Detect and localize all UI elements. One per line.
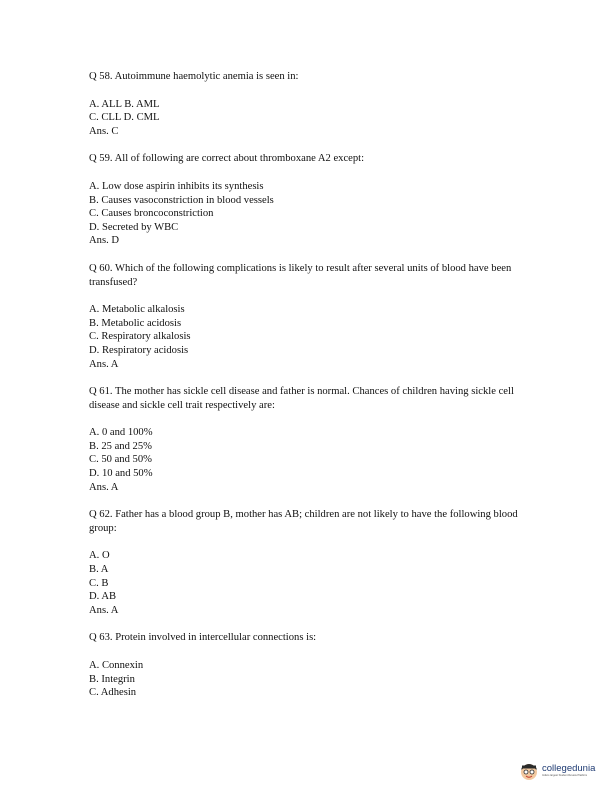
option: B. Metabolic acidosis xyxy=(89,317,182,329)
question-stem: Q 60. Which of the following complications is likely to result after several units of blood have been transfused? xyxy=(89,262,512,288)
option: C. B xyxy=(89,577,109,589)
question-stem: Q 61. The mother has sickle cell disease and father is normal. Chances of children having sickle cell disease and sickle cell trait respectively are: xyxy=(89,386,514,411)
question-stem: Q 59. All of following are correct about thromboxane A2 except: xyxy=(89,153,365,165)
option: D. Secreted by WBC xyxy=(89,221,179,233)
option: B. Integrin xyxy=(89,673,135,685)
answer: Ans. A xyxy=(89,358,119,370)
logo-name: collegedunia xyxy=(542,763,596,774)
collegedunia-logo xyxy=(519,757,599,785)
option: C. Respiratory alkalosis xyxy=(89,331,191,343)
option: B. Causes vasoconstriction in blood vessels xyxy=(89,194,274,206)
option: C. 50 and 50% xyxy=(89,454,152,466)
option: C. Causes broncoconstriction xyxy=(89,208,214,220)
option: A. ALL B. AML xyxy=(89,98,160,110)
option: D. Respiratory acidosis xyxy=(89,344,189,356)
question-list xyxy=(89,70,539,714)
option: A. Connexin xyxy=(89,660,144,671)
option: A. O xyxy=(89,550,110,562)
option: B. 25 and 25% xyxy=(89,440,152,452)
option: C. Adhesin xyxy=(89,687,137,699)
question-stem: Q 58. Autoimmune haemolytic anemia is seen in: xyxy=(89,71,299,82)
option: A. Low dose aspirin inhibits its synthesis xyxy=(89,180,264,192)
option: A. 0 and 100% xyxy=(89,427,153,439)
option: B. A xyxy=(89,564,109,576)
option: D. 10 and 50% xyxy=(89,468,153,480)
question-58 xyxy=(89,70,539,138)
answer: Ans. D xyxy=(89,235,120,247)
option: D. AB xyxy=(89,591,117,603)
question-63 xyxy=(89,631,539,699)
option: C. CLL D. CML xyxy=(89,112,160,124)
question-61 xyxy=(89,385,539,494)
option: A. Metabolic alkalosis xyxy=(89,304,185,316)
question-59 xyxy=(89,152,539,248)
answer: Ans. A xyxy=(89,604,119,616)
question-60 xyxy=(89,262,539,371)
logo-tagline: India's largest Student Review Platform xyxy=(542,774,588,777)
answer: Ans. A xyxy=(89,481,119,493)
question-62 xyxy=(89,508,539,617)
mascot-logo-icon xyxy=(519,761,539,781)
question-stem: Q 63. Protein involved in intercellular connections is: xyxy=(89,632,317,644)
question-stem: Q 62. Father has a blood group B, mother has AB; children are not likely to have the following blood group: xyxy=(89,509,518,534)
answer: Ans. C xyxy=(89,125,119,137)
